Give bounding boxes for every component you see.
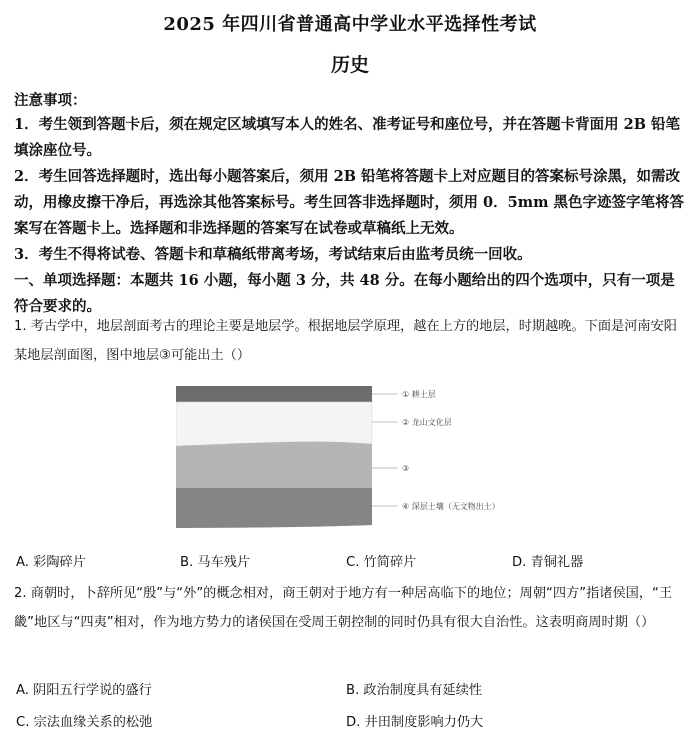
q1-option-c: C. 竹简碎片 <box>346 555 417 570</box>
question-1-stem: 1. 考古学中，地层剖面考古的理论主要是地层学。根据地层学原理，越在上方的地层，时期越晚。下面是河南安阳某地层剖面图，图中地层③可能出土（） <box>14 319 677 363</box>
layer-4 <box>176 488 372 528</box>
layer-2 <box>176 402 372 446</box>
question-2-stem: 2. 商朝时，卜辞所见“殷”与“外”的概念相对，商王朝对于地方有一种居高临下的地位；周朝“四方”指诸侯国，“王畿”地区与“四夷”相对，作为地方势力的诸侯国在受周王朝控制的同时仍具有很大自治性。这表明商周时期（） <box>14 586 673 630</box>
label-layer-2: ② 龙山文化层 <box>402 418 452 427</box>
layer-3 <box>176 442 372 488</box>
q2-option-b: B. 政治制度具有延续性 <box>346 683 483 698</box>
stratigraphy-diagram <box>176 382 526 532</box>
notice-heading: 注意事项： <box>14 92 87 109</box>
layer-1 <box>176 386 372 402</box>
q1-option-a: A. 彩陶碎片 <box>16 555 86 570</box>
label-layer-1: ① 耕土层 <box>402 390 436 399</box>
label-layer-4: ④ 深层土壤（无文物出土） <box>402 502 500 511</box>
notice-item-3: 3．考生不得将试卷、答题卡和草稿纸带离考场，考试结束后由监考员统一回收。 <box>14 246 532 263</box>
q2-option-c: C. 宗法血缘关系的松弛 <box>16 715 153 730</box>
notice-item-1: 1．考生领到答题卡后，须在规定区域填写本人的姓名、准考证号和座位号，并在答题卡背面用 2B 铅笔填涂座位号。 <box>14 116 681 159</box>
q1-option-d: D. 青铜礼器 <box>512 555 584 570</box>
q1-option-b: B. 马车残片 <box>180 555 251 570</box>
q2-option-a: A. 阴阳五行学说的盛行 <box>16 683 152 698</box>
notice-item-2: 2．考生回答选择题时，选出每小题答案后，须用 2B 铅笔将答题卡上对应题目的答案标号涂黑，如需改动，用橡皮擦干净后，再选涂其他答案标号。考生回答非选择题时，须用 0．5mm 黑色字迹签字笔将答案写在答题卡上。选择题和非选择题的答案写在试卷或草稿纸上无效。 <box>14 168 684 237</box>
exam-subject: 历史 <box>330 54 369 76</box>
exam-title: 2025 年四川省普通高中学业水平选择性考试 <box>163 14 537 35</box>
label-layer-3: ③ <box>402 464 410 473</box>
section-heading: 一、单项选择题：本题共 16 小题，每小题 3 分，共 48 分。在每小题给出的四个选项中，只有一项是符合要求的。 <box>14 272 675 315</box>
q2-option-d: D. 井田制度影响力仍大 <box>346 715 484 730</box>
